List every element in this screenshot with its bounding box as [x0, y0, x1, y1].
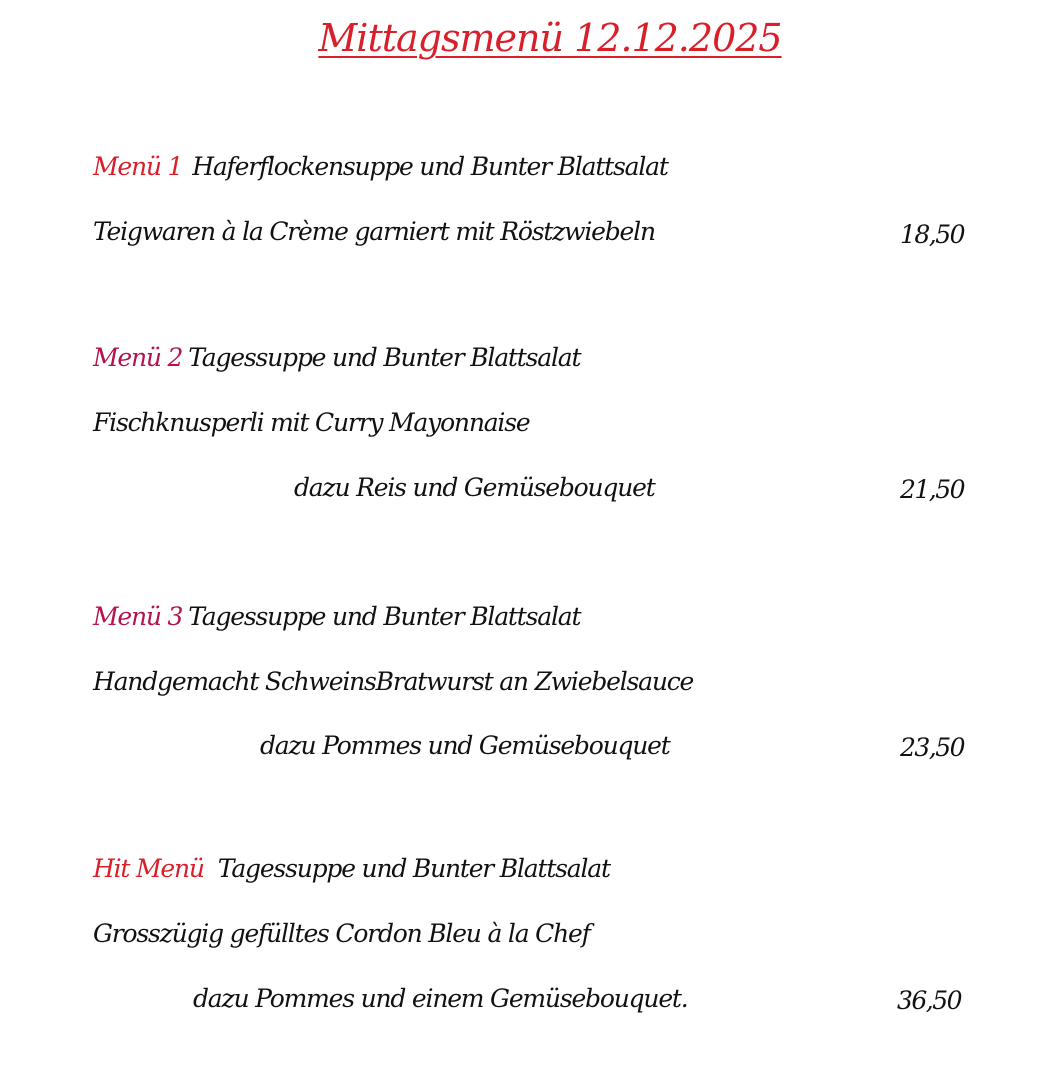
menu-2-main: Fischknusperli mit Curry Mayonnaise — [93, 408, 530, 437]
menu-3-main: Handgemacht SchweinsBratwurst an Zwiebelsauce — [93, 667, 694, 696]
hit-menu-price: 36,50 — [897, 986, 962, 1015]
menu-2-starter-line — [93, 342, 580, 374]
menu-2-price: 21,50 — [900, 475, 965, 504]
menu-title: Mittagsmenü 12.12.2025 — [318, 16, 782, 60]
menu-1-main: Teigwaren à la Crème garniert mit Röstzwiebeln — [93, 217, 655, 246]
hit-menu-starter: Tagessuppe und Bunter Blattsalat — [217, 854, 610, 883]
menu-2-label: Menü 2 — [93, 343, 183, 372]
hit-menu-side: dazu Pommes und einem Gemüsebouquet. — [193, 984, 688, 1013]
hit-menu-starter-line — [93, 853, 610, 885]
menu-3-label: Menü 3 — [93, 602, 183, 631]
hit-menu-main: Grosszügig gefülltes Cordon Bleu à la Chef — [93, 919, 590, 948]
menu-1-starter-line — [93, 151, 668, 183]
menu-2-side: dazu Reis und Gemüsebouquet — [294, 473, 655, 502]
menu-1-price: 18,50 — [900, 220, 965, 249]
hit-menu-label: Hit Menü — [93, 854, 204, 883]
menu-3-side: dazu Pommes und Gemüsebouquet — [260, 731, 670, 760]
menu-1-label: Menü 1 — [93, 152, 183, 181]
menu-1-starter: Haferflockensuppe und Bunter Blattsalat — [192, 152, 668, 181]
menu-3-price: 23,50 — [900, 733, 965, 762]
menu-2-starter: Tagessuppe und Bunter Blattsalat — [188, 343, 581, 372]
menu-3-starter-line — [93, 601, 580, 633]
menu-3-starter: Tagessuppe und Bunter Blattsalat — [188, 602, 581, 631]
